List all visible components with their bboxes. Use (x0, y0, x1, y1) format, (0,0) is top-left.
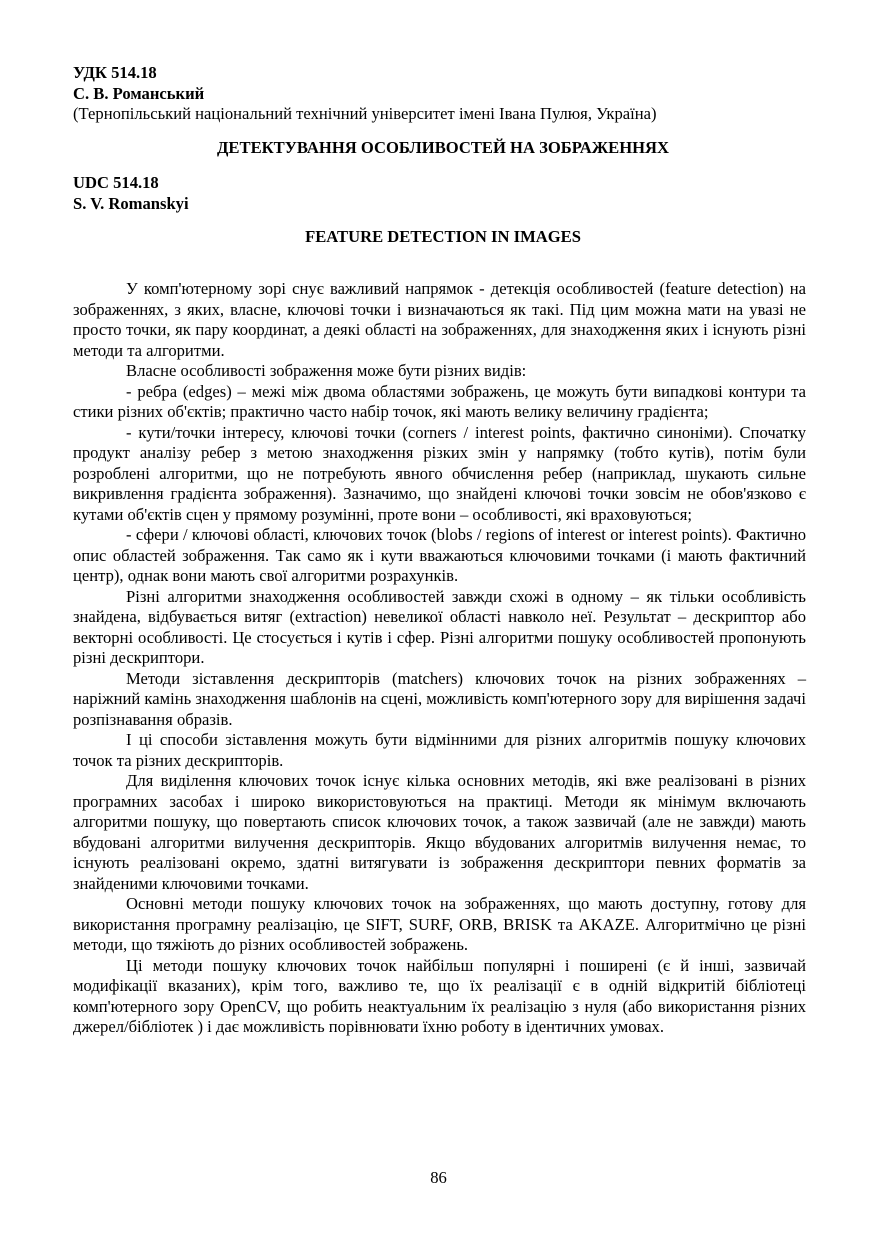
page-number: 86 (430, 1168, 447, 1187)
title-en: FEATURE DETECTION IN IMAGES (305, 227, 581, 246)
paragraph: Для виділення ключових точок існує кілька основних методів, які вже реалізовані в різних програмних засобах і широко використовуються на практиці. Методи як мінімум включають алгоритми пошуку, що повертають список ключових точок, а також зазвичай (але не завжди) мають вбудовані алгоритми вилучення дескрипторів. Якщо вбудованих алгоритмів вилучення немає, то існують реалізовані окремо, здатні витягувати із зображення дескриптори певних форматів за знайденими ключовими точками. (73, 771, 806, 893)
author-en: S. V. Romanskyi (73, 193, 189, 213)
paragraph: Різні алгоритми знаходження особливостей завжди схожі в одному – як тільки особливість знайдена, відбувається витяг (extraction) невеликої області навколо неї. Результат – дескриптор або векторні особливості. Це стосується і кутів і сфер. Різні алгоритми пошуку особливостей пропонують різні дескриптори. (73, 586, 806, 667)
paragraph: Ці методи пошуку ключових точок найбільш популярні і поширені (є й інші, зазвичай модифікації вказаних), крім того, важливо те, що їх реалізації є в одній відкритій бібліотеці комп'ютерного зору OpenCV, що робить неактуальним їх реалізацію з нуля (або використання різних джерел/бібліотек ) і дає можливість порівнювати їхню роботу в ідентичних умовах. (73, 955, 806, 1036)
title-ua: ДЕТЕКТУВАННЯ ОСОБЛИВОСТЕЙ НА ЗОБРАЖЕННЯХ (217, 137, 669, 157)
udc-ua: УДК 514.18 (73, 63, 157, 82)
article-header (73, 63, 813, 248)
author-ua: С. В. Романський (73, 83, 205, 103)
paragraph: Власне особливості зображення може бути різних видів: (126, 361, 527, 380)
paragraph: У комп'ютерному зорі снує важливий напрямок - детекція особливостей (feature detection) на зображеннях, з яких, власне, ключові точки і визначаються як такі. Під цим можна мати на увазі не просто точки, як пару координат, а деякі області на зображеннях, для знаходження яких і існують різні методи та алгоритми. (73, 279, 806, 360)
paragraph: Основні методи пошуку ключових точок на зображеннях, що мають доступну, готову для використання програмну реалізацію, це SIFT, SURF, ORB, BRISK та AKAZE. Алгоритмічно це різні методи, що тяжіють до різних особливостей зображень. (73, 894, 806, 954)
list-item: - ребра (edges) – межі між двома областями зображень, це можуть бути випадкові контури та стики різних об'єктів; практично часто набір точок, які мають велику величину градієнта; (73, 381, 806, 421)
udc-en: UDC 514.18 (73, 173, 159, 192)
paragraph: Методи зіставлення дескрипторів (matchers) ключових точок на різних зображеннях – наріжний камінь знаходження шаблонів на сцені, можливість комп'ютерного зору для вирішення задачі розпізнавання образів. (73, 668, 806, 729)
list-item: - сфери / ключові області, ключових точок (blobs / regions of interest or interest points). Фактично опис областей зображення. Так само як і кути вважаються ключовими точками (і мають фактичний центр), однак вони мають свої алгоритми розрахунків. (73, 525, 806, 585)
list-item: - кути/точки інтересу, ключові точки (corners / interest points, фактично синоніми). Спочатку продукт аналізу ребер з метою знаходження різких змін у напрямку (тобто кутів), потім були розроблені алгоритми, що не потребують явного обчислення ребер (наприклад, шукають сильне викривлення градієнта зображення). Зазначимо, що знайдені ключові точки зовсім не обов'язково є кутами об'єктів сцен у прямому розумінні, проте вони – особливості, які враховуються; (73, 422, 806, 524)
article-body (73, 279, 806, 1038)
paragraph: І ці способи зіставлення можуть бути відмінними для різних алгоритмів пошуку ключових точок та різних дескрипторів. (73, 730, 806, 770)
affiliation-ua: (Тернопільський національний технічний університет імені Івана Пулюя, Україна) (73, 104, 657, 123)
